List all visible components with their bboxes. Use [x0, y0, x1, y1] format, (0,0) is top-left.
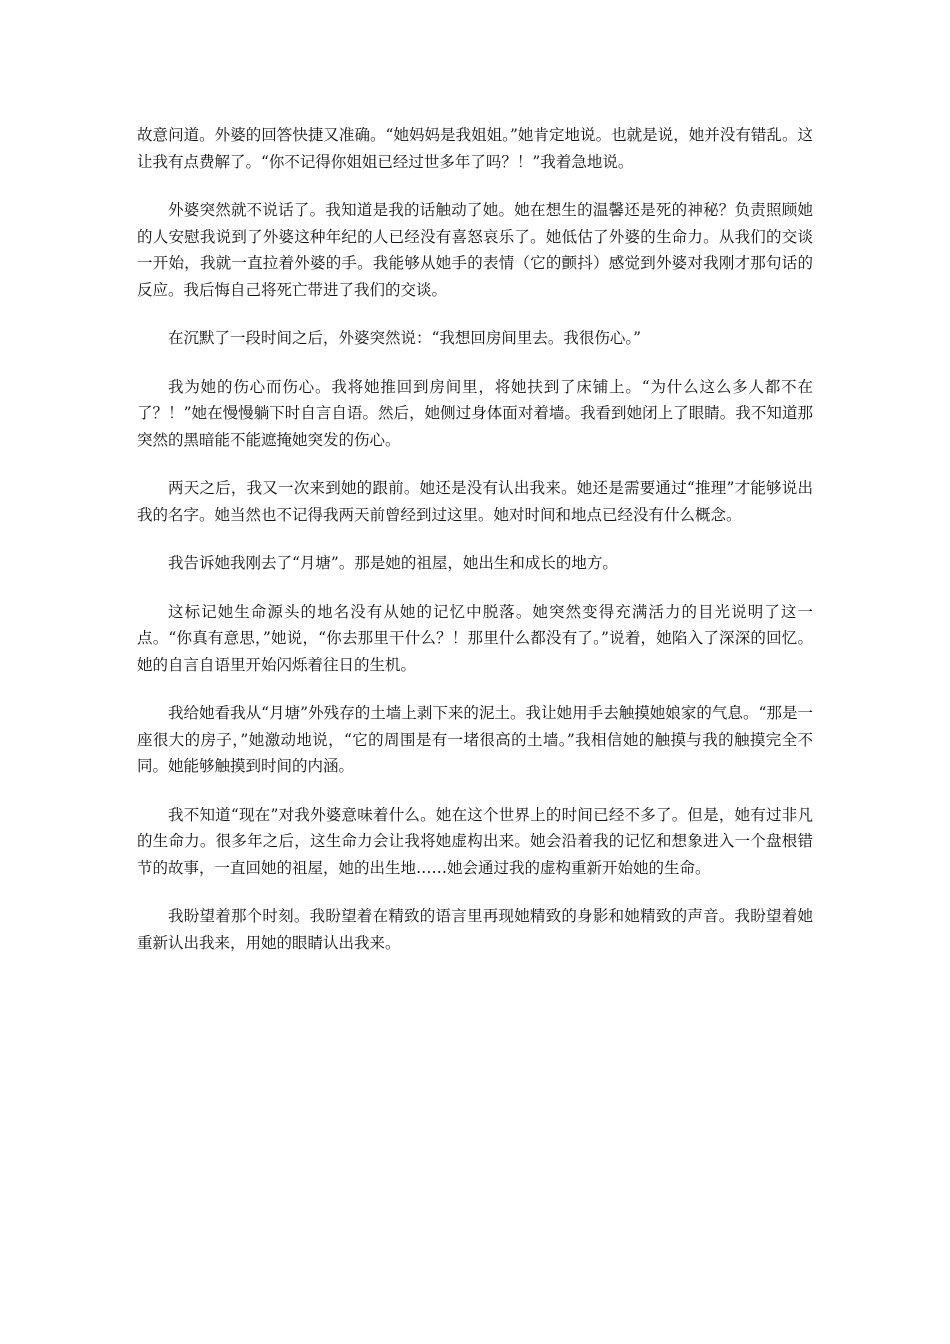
paragraph-1: 故意问道。外婆的回答快捷又准确。“她妈妈是我姐姐。”她肯定地说。也就是说，她并没有错乱。这让我有点费解了。“你不记得你姐姐已经过世多年了吗？！”我着急地说。: [137, 126, 813, 171]
paragraph-10: 我盼望着那个时刻。我盼望着在精致的语言里再现她精致的身影和她精致的声音。我盼望着她重新认出我来，用她的眼睛认出我来。: [137, 907, 813, 952]
paragraph-6: 我告诉她我刚去了“月塘”。那是她的祖屋，她出生和成长的地方。: [168, 554, 618, 572]
paragraph-9: 我不知道“现在”对我外婆意味着什么。她在这个世界上的时间已经不多了。但是，她有过非凡的生命力。很多年之后，这生命力会让我将她虚构出来。她会沿着我的记忆和想象进入一个盘根错节的故事，一直回她的祖屋，她的出生地……她会通过我的虚构重新开始她的生命。: [137, 805, 813, 877]
paragraph-7: 这标记她生命源头的地名没有从她的记忆中脱落。她突然变得充满活力的目光说明了这一点。“你真有意思，”她说，“你去那里干什么？！那里什么都没有了。”说着，她陷入了深深的回忆。她的自言自语里开始闪烁着往日的生机。: [137, 602, 813, 674]
paragraph-4: 我为她的伤心而伤心。我将她推回到房间里，将她扶到了床铺上。“为什么这么多人都不在了？！”她在慢慢躺下时自言自语。然后，她侧过身体面对着墙。我看到她闭上了眼睛。我不知道那突然的黑暗能不能遮掩她突发的伤心。: [137, 377, 813, 449]
paragraph-5: 两天之后，我又一次来到她的跟前。她还是没有认出我来。她还是需要通过“推理”才能够说出我的名字。她当然也不记得我两天前曾经到过这里。她对时间和地点已经没有什么概念。: [137, 479, 813, 524]
paragraph-3: 在沉默了一段时间之后，外婆突然说：“我想回房间里去。我很伤心。”: [168, 329, 642, 347]
paragraph-2: 外婆突然就不说话了。我知道是我的话触动了她。她在想生的温馨还是死的神秘？负责照顾她的人安慰我说到了外婆这种年纪的人已经没有喜怒哀乐了。她低估了外婆的生命力。从我们的交谈一开始，我就一直拉着外婆的手。我能够从她手的表情（它的颤抖）感觉到外婆对我刚才那句话的反应。我后悔自己将死亡带进了我们的交谈。: [137, 201, 813, 299]
paragraph-8: 我给她看我从“月塘”外残存的土墙上剥下来的泥土。我让她用手去触摸她娘家的气息。“那是一座很大的房子，”她激动地说，“它的周围是有一堵很高的土墙。”我相信她的触摸与我的触摸完全不同。她能够触摸到时间的内涵。: [137, 704, 813, 775]
document-body: [137, 122, 813, 978]
